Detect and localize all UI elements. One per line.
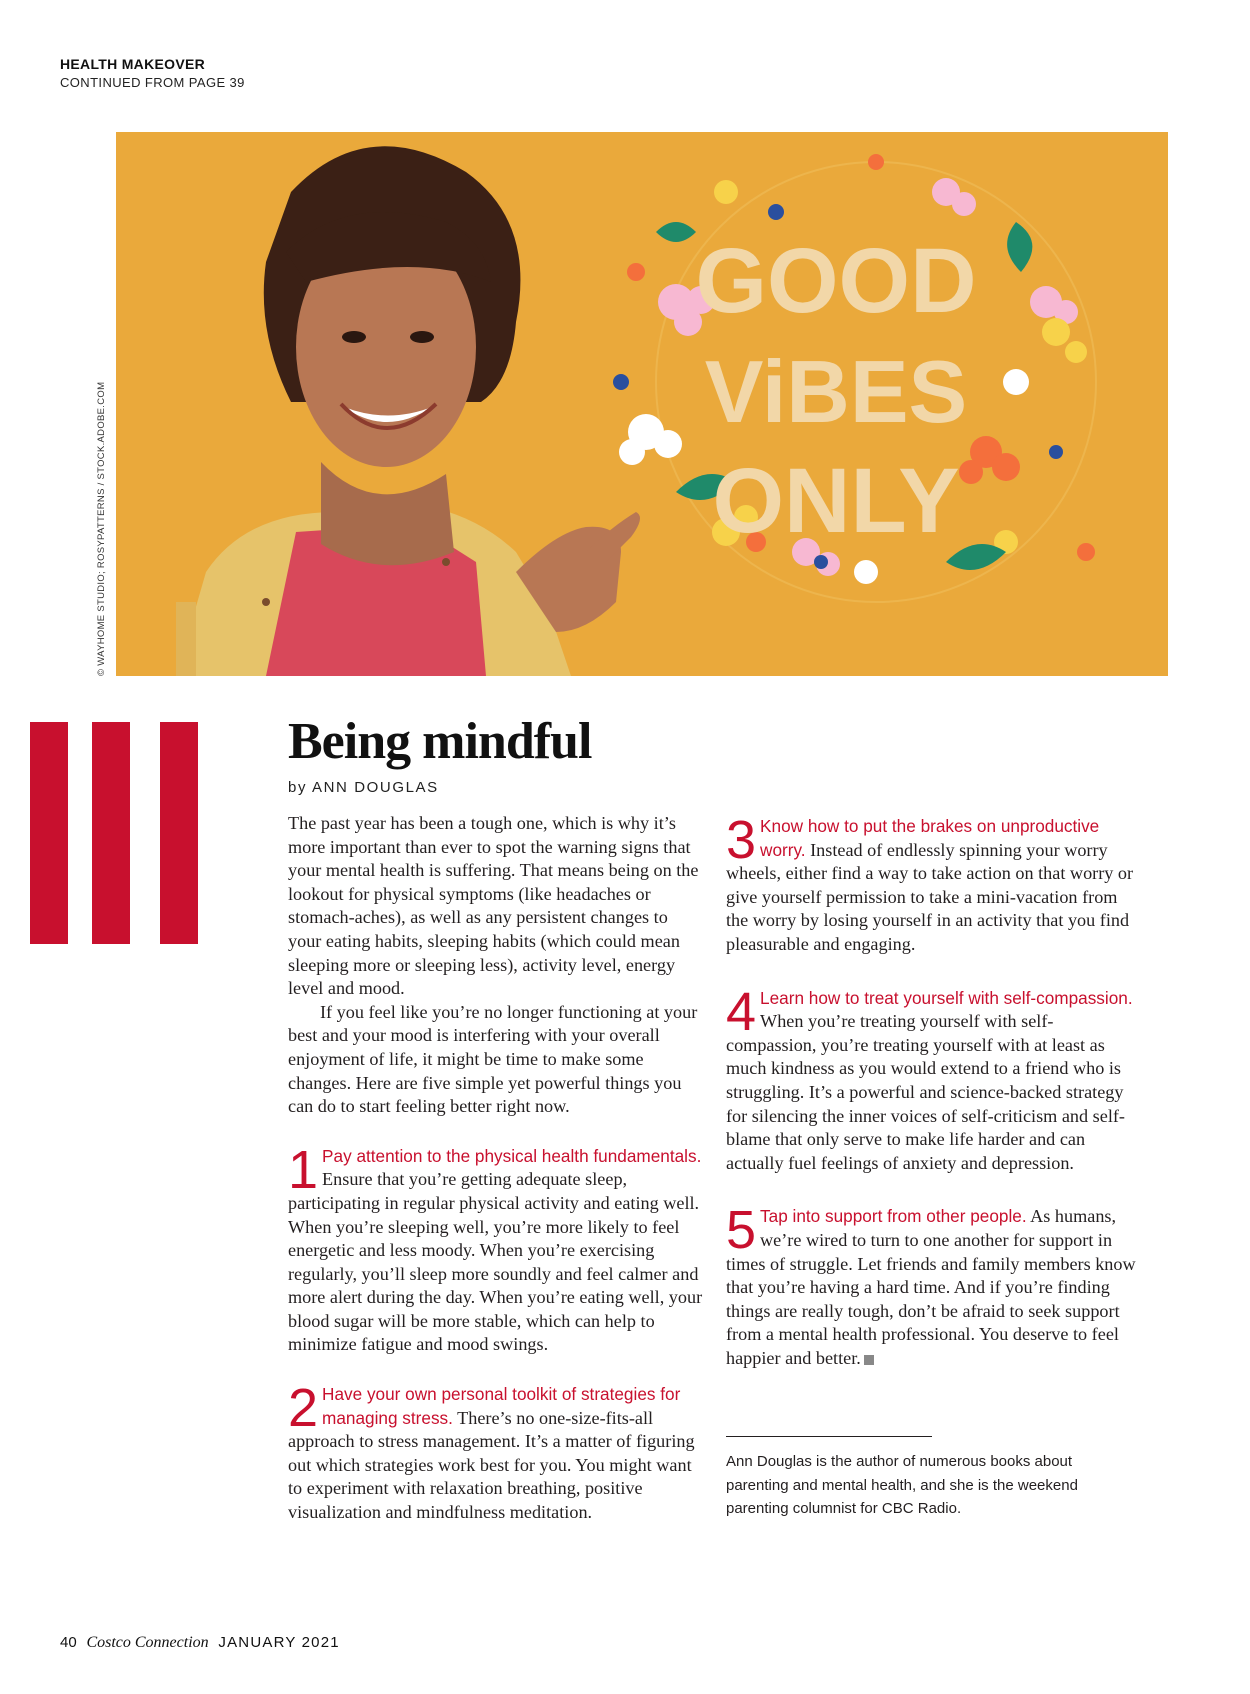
author-bio: Ann Douglas is the author of numerous books about parenting and mental health, and she is the weekend parenting columnist for CBC Radio. [726,1453,1078,1517]
article-column-right [726,812,1142,1370]
tip-number: 5 [726,1200,757,1261]
tip-heading: Tap into support from other people. [760,1206,1027,1227]
byline: by ANN DOUGLAS [288,779,439,796]
article-column-left [288,812,704,1525]
lettering-vibes: ViBES [704,342,968,441]
tip-heading: Learn how to treat yourself with self-compassion. [760,987,1133,1008]
continued-from-label: CONTINUED FROM PAGE 39 [60,75,245,90]
page-header [60,56,245,90]
photo-credit: © WAYHOME STUDIO; ROSYPATTERNS / STOCK.ADOBE.COM [96,381,107,676]
tip-1 [288,1139,704,1357]
end-mark-icon [864,1355,874,1365]
tip-number: 1 [288,1139,319,1200]
tip-5 [726,1200,1142,1370]
intro-paragraph-2: If you feel like you’re no longer functioning at your best and your mood is interfering with your overall enjoyment of life, it might be time to make some changes. Here are five simple yet powerful things you can do to start feeling better right now. [288,1001,698,1117]
tip-heading: Have your own personal toolkit of strategies for managing stress. [322,1384,681,1428]
tip-body: Instead of endlessly spinning your worry wheels, either find a way to take action on that worry or give yourself permission to take a mini-vacation from the worry by losing yourself in an activity that you find pleasurable and engaging. [726,839,1134,954]
tip-3 [726,810,1142,957]
page-footer [60,1634,340,1652]
tip-number: 2 [288,1378,319,1439]
section-label: HEALTH MAKEOVER [60,56,206,72]
tip-heading: Pay attention to the physical health fundamentals. [322,1145,702,1166]
tip-heading: Know how to put the brakes on unproductive worry. [760,816,1100,860]
tip-body: When you’re treating yourself with self-compassion, you’re treating yourself with at least as much kindness as you would extend to a friend who is struggling. It’s a powerful and science-backed strategy for silencing the inner voices of self-criticism and self-blame that only serve to make life harder and can actually fuel feelings of anxiety and depression. [726,1011,1125,1173]
tip-number: 3 [726,810,757,870]
tip-body: Ensure that you’re getting adequate sleep, participating in regular physical activity and eating well. When you’re sleeping well, you’re more likely to feel energetic and less moody. When you’re exercising regularly, you’ll sleep more soundly and feel calmer and more alert during the day. When you’re eating well, your blood sugar will be more stable, which can help to minimize fatigue and mood swings. [288,1169,703,1355]
tip-body: There’s no one-size-fits-all approach to stress management. It’s a matter of figuring out which strategies work best for you. You might want to experiment with relaxation breathing, positive visualization and mindfulness meditation. [288,1407,695,1523]
article-title: Being mindful [288,713,592,770]
tip-body: As humans, we’re wired to turn to one another for support in times of struggle. Let friends and family members know that you’re having a hard time. And if you’re finding things are really tough, don’t be afraid to seek support from a mental health professional. You deserve to feel happier and better. [726,1206,1136,1368]
hero-photo [116,132,1168,676]
accent-stripe-2 [92,722,130,944]
tip-2 [288,1378,704,1525]
lettering-good: GOOD [695,230,977,332]
bio-divider [726,1436,932,1437]
accent-stripe-3 [160,722,198,944]
tip-number: 4 [726,981,757,1042]
page-number: 40 [60,1634,77,1651]
tip-4 [726,981,1142,1176]
accent-stripe-1 [30,722,68,944]
magazine-name: Costco Connection [86,1634,209,1651]
intro-paragraph-1: The past year has been a tough one, which is why it’s more important than ever to spot the warning signs that your mental health is suffering. That means being on the lookout for physical symptoms (like headaches or stomach-aches), as well as any persistent changes to your eating habits, sleeping habits (which could mean sleeping more or sleeping less), activity level, energy level and mood. [288,813,699,999]
lettering-only: ONLY [712,450,960,552]
issue-date: JANUARY 2021 [218,1634,340,1651]
